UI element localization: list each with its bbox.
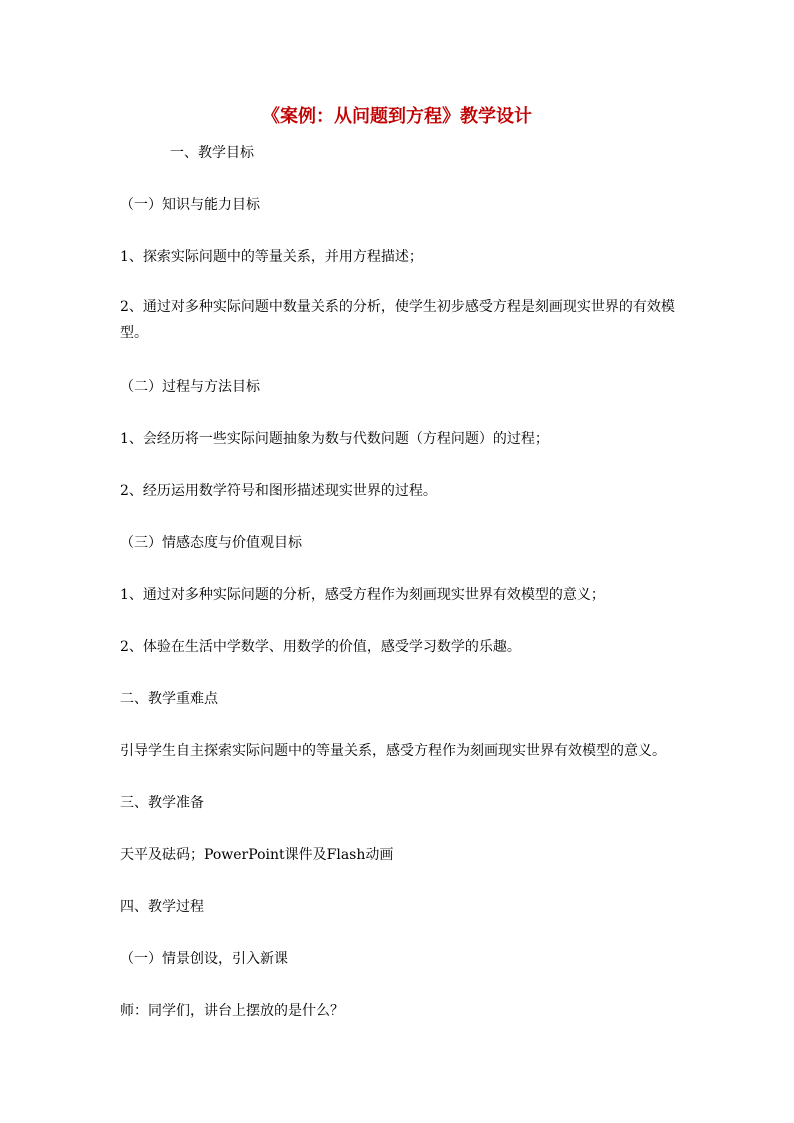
paragraph: 2、体验在生活中学数学、用数学的价值，感受学习数学的乐趣。 xyxy=(120,639,521,655)
paragraph: 2、经历运用数学符号和图形描述现实世界的过程。 xyxy=(120,483,437,499)
paragraph: 1、探索实际问题中的等量关系，并用方程描述； xyxy=(120,249,423,265)
section-heading-preparation: 三、教学准备 xyxy=(120,795,204,811)
paragraph: 师：同学们，讲台上摆放的是什么？ xyxy=(120,1003,344,1019)
paragraph: 2、通过对多种实际问题中数量关系的分析，使学生初步感受方程是刻画现实世界的有效模型。 xyxy=(120,299,675,341)
subsection-process-method: （二）过程与方法目标 xyxy=(120,379,260,395)
paragraph: 引导学生自主探索实际问题中的等量关系，感受方程作为刻画现实世界有效模型的意义。 xyxy=(120,743,666,759)
section-heading-process: 四、教学过程 xyxy=(120,899,204,915)
paragraph: 天平及砝码；PowerPoint课件及Flash动画 xyxy=(120,847,394,863)
paragraph: 1、通过对多种实际问题的分析，感受方程作为刻画现实世界有效模型的意义； xyxy=(120,587,605,603)
section-heading-key-points: 二、教学重难点 xyxy=(120,691,218,707)
subsection-knowledge-ability: （一）知识与能力目标 xyxy=(120,197,260,213)
subsection-scenario: （一）情景创设，引入新课 xyxy=(120,951,288,967)
document-title: 《案例：从问题到方程》教学设计 xyxy=(262,106,532,127)
subsection-emotion-values: （三）情感态度与价值观目标 xyxy=(120,535,302,551)
section-heading-objectives: 一、教学目标 xyxy=(170,145,254,161)
paragraph: 1、会经历将一些实际问题抽象为数与代数问题（方程问题）的过程； xyxy=(120,431,549,447)
